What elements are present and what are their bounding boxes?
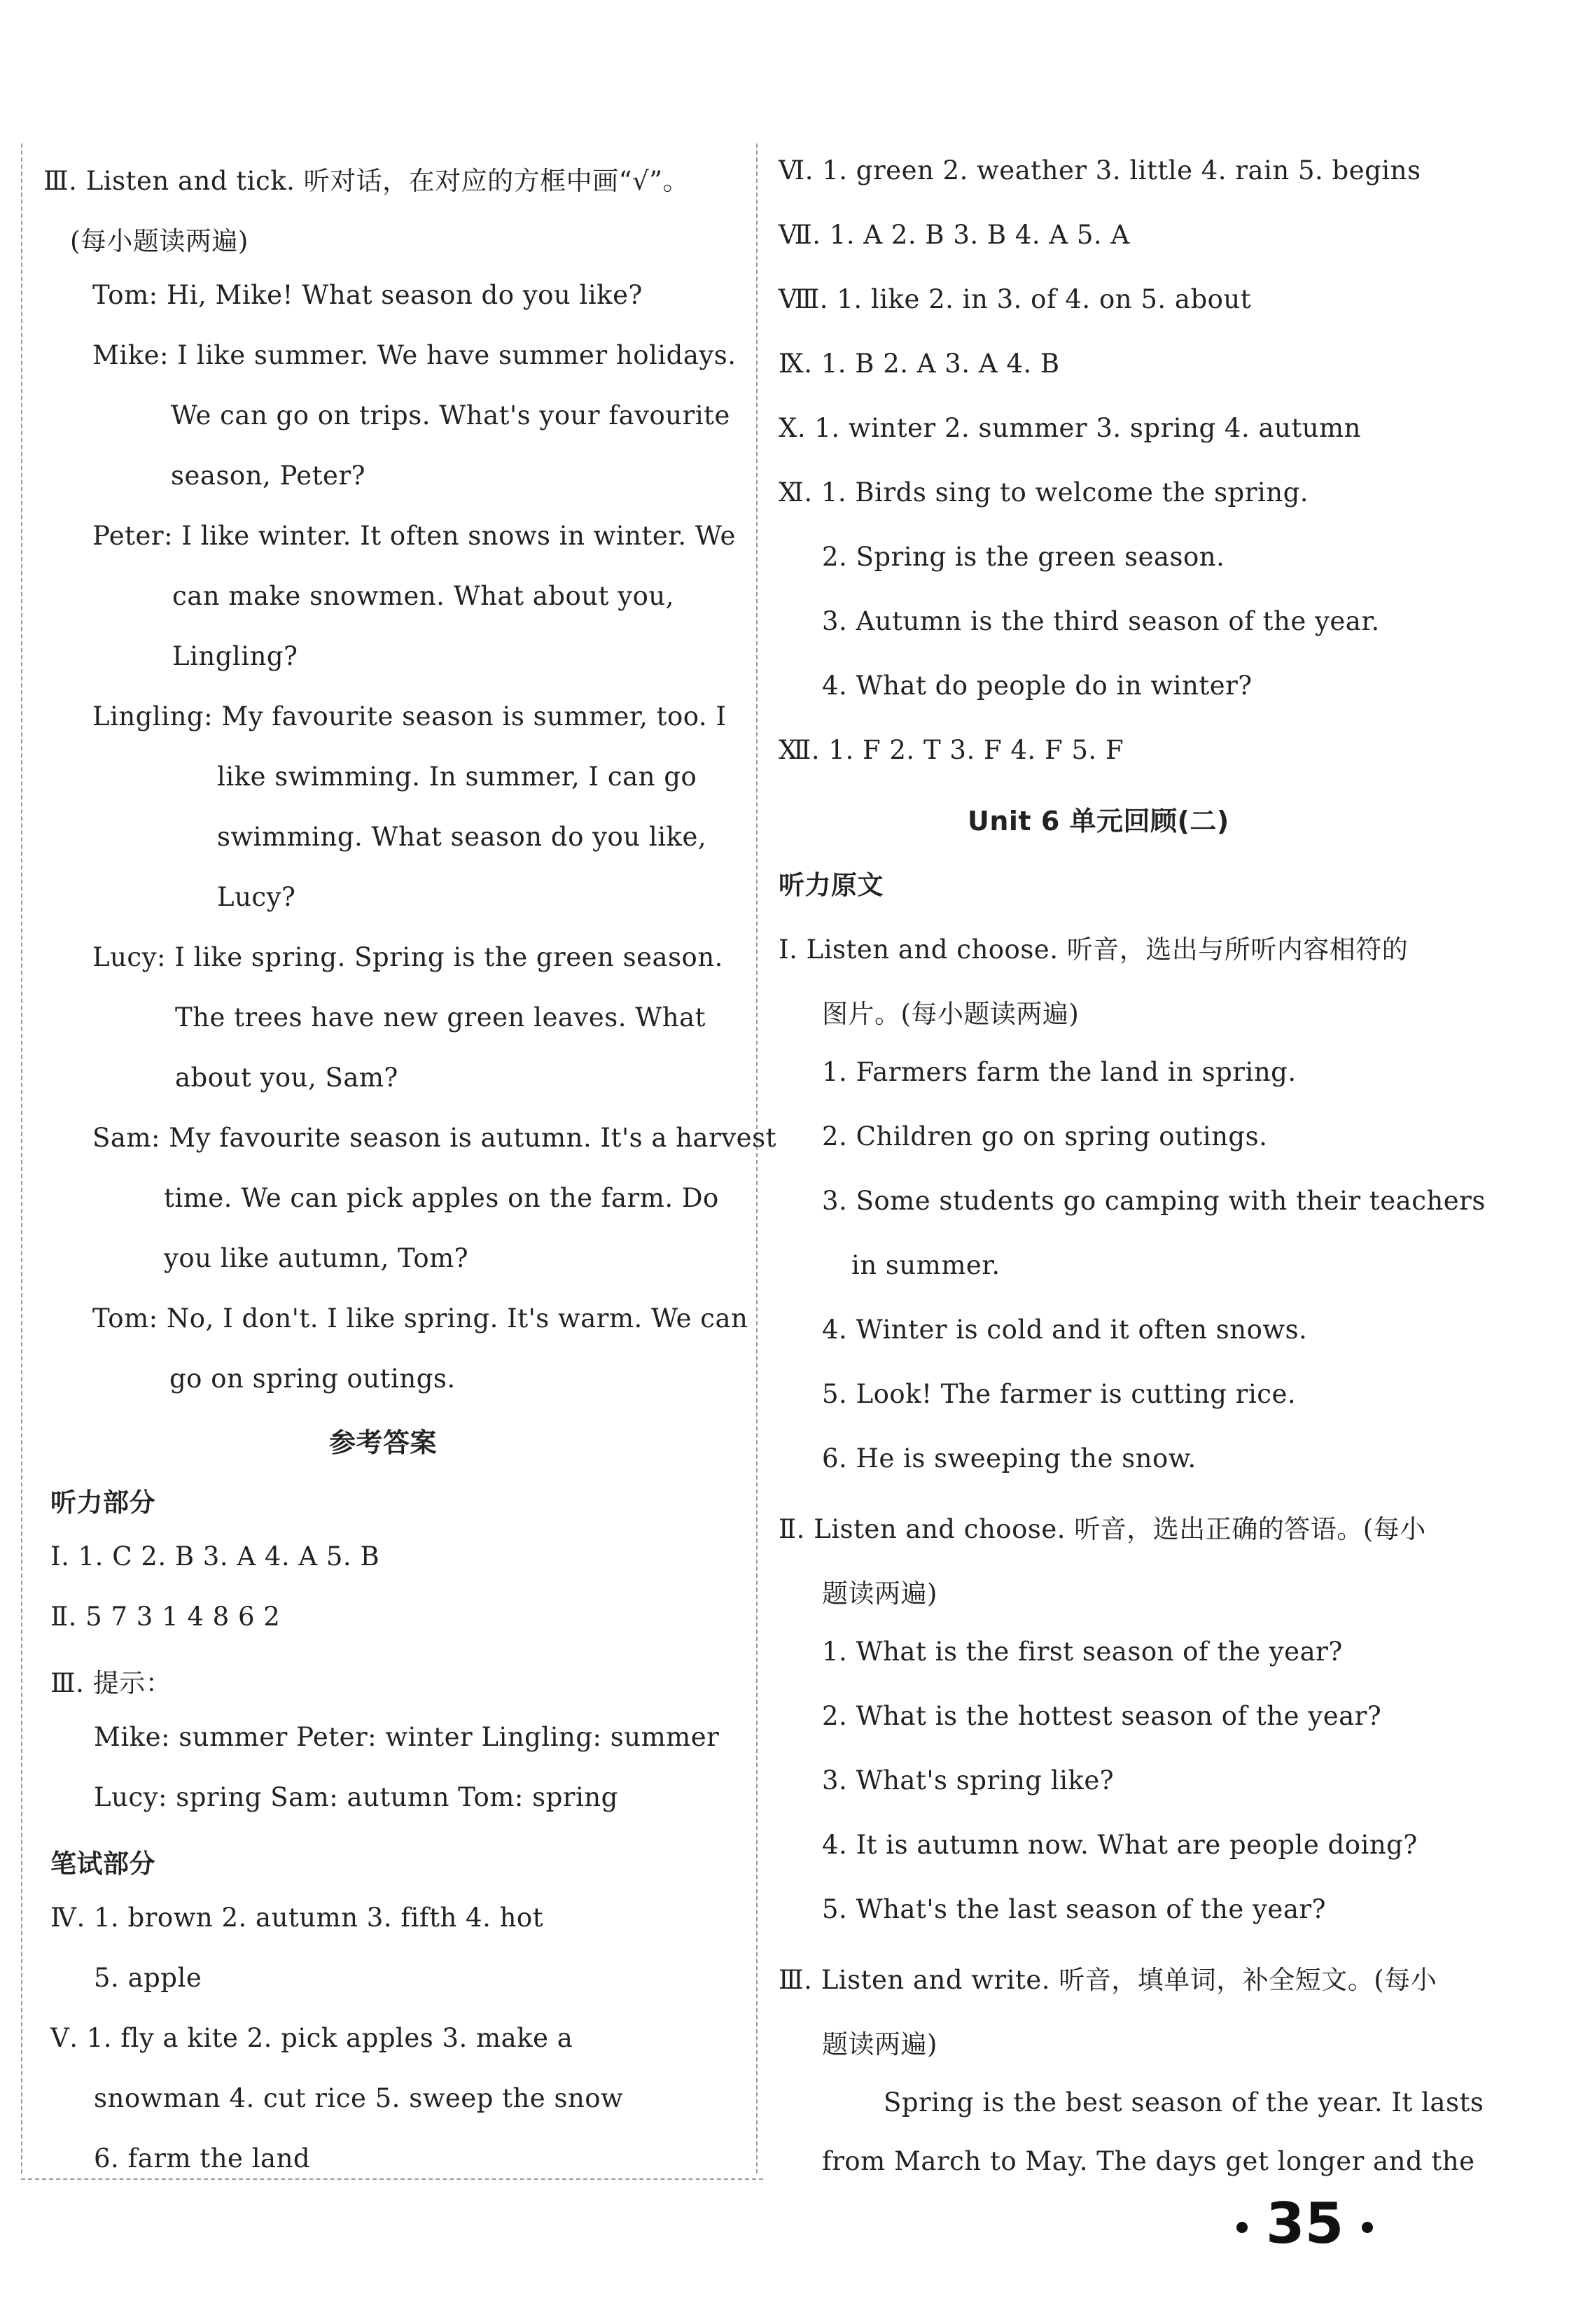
section-heading: Ⅰ. Listen and choose. 听音，选出与所听内容相符的 — [779, 934, 1409, 965]
answer-line: Ⅶ. 1. A 2. B 3. B 4. A 5. A — [779, 220, 1130, 250]
script-line: 2. What is the hottest season of the year? — [822, 1701, 1382, 1731]
dialogue-line: Lucy: I like spring. Spring is the green season. — [92, 942, 723, 972]
section-note: 题读两遍) — [822, 2029, 937, 2059]
answer-line: Ⅴ. 1. fly a kite 2. pick apples 3. make a — [50, 2023, 573, 2053]
dialogue-line: Tom: No, I don't. I like spring. It's warm. We can — [92, 1303, 748, 1334]
dialogue-line: Tom: Hi, Mike! What season do you like? — [92, 280, 643, 310]
script-line: 4. It is autumn now. What are people doing? — [822, 1830, 1418, 1860]
script-line: 1. Farmers farm the land in spring. — [822, 1057, 1297, 1087]
script-line: 6. He is sweeping the snow. — [822, 1443, 1197, 1474]
section-heading: Ⅲ. Listen and write. 听音，填单词，补全短文。(每小 — [779, 1965, 1437, 1995]
script-line: 2. Children go on spring outings. — [822, 1121, 1268, 1152]
dialogue-line: you like autumn, Tom? — [164, 1243, 469, 1273]
dialogue-line: can make snowmen. What about you, — [172, 581, 674, 611]
left-margin-divider — [21, 144, 22, 2174]
answer-line: Ⅰ. 1. C 2. B 3. A 4. A 5. B — [50, 1541, 380, 1572]
dialogue-line: Mike: I like summer. We have summer holidays. — [92, 340, 737, 370]
answer-line: 5. apple — [94, 1963, 202, 1993]
dialogue-line: We can go on trips. What's your favourite — [171, 400, 730, 430]
script-line: 3. Some students go camping with their teachers — [822, 1186, 1486, 1216]
dialogue-line: go on spring outings. — [169, 1364, 456, 1394]
answer-line: 6. farm the land — [94, 2143, 311, 2174]
column-divider — [756, 144, 758, 2174]
passage-line: Spring is the best season of the year. It lasts — [884, 2087, 1484, 2118]
passage-line: from March to May. The days get longer and the — [822, 2146, 1475, 2176]
dialogue-line: about you, Sam? — [175, 1063, 398, 1093]
dialogue-line: like swimming. In summer, I can go — [217, 762, 697, 792]
written-part-heading: 笔试部分 — [50, 1849, 155, 1879]
dialogue-line: Peter: I like winter. It often snows in winter. We — [92, 521, 736, 551]
dialogue-line: Lingling? — [172, 641, 298, 671]
dialogue-line: Lucy? — [217, 882, 296, 912]
bullet-dot-icon — [1362, 2222, 1373, 2233]
script-line: 3. What's spring like? — [822, 1765, 1115, 1795]
answer-line: Ⅳ. 1. brown 2. autumn 3. fifth 4. hot — [50, 1903, 544, 1933]
page-number-value: 35 — [1266, 2191, 1344, 2256]
bullet-dot-icon — [1236, 2222, 1248, 2233]
answer-line: 3. Autumn is the third season of the year. — [822, 606, 1380, 636]
bottom-rule — [21, 2178, 763, 2180]
answer-line: 4. What do people do in winter? — [822, 671, 1253, 701]
answer-line: 2. Spring is the green season. — [822, 542, 1225, 572]
answer-line: Ⅹ. 1. winter 2. summer 3. spring 4. autumn — [779, 413, 1361, 443]
section-note: 题读两遍) — [822, 1578, 937, 1609]
answer-key-title: 参考答案 — [329, 1427, 438, 1458]
answer-line: Ⅺ. 1. Birds sing to welcome the spring. — [779, 477, 1309, 507]
dialogue-line: The trees have new green leaves. What — [175, 1002, 706, 1032]
listening-script-heading: 听力原文 — [779, 870, 884, 900]
answer-line: Mike: summer Peter: winter Lingling: summer — [94, 1722, 720, 1752]
script-line: 5. Look! The farmer is cutting rice. — [822, 1379, 1297, 1409]
answer-line: Ⅱ. 5 7 3 1 4 8 6 2 — [50, 1602, 281, 1632]
answer-line: Ⅵ. 1. green 2. weather 3. little 4. rain 5. begins — [779, 155, 1421, 186]
script-line: 4. Winter is cold and it often snows. — [822, 1315, 1308, 1345]
section-note: 图片。(每小题读两遍) — [822, 999, 1080, 1029]
dialogue-line: time. We can pick apples on the farm. Do — [164, 1183, 719, 1213]
unit-title: Unit 6 单元回顾(二) — [968, 806, 1229, 836]
answer-line: Ⅷ. 1. like 2. in 3. of 4. on 5. about — [779, 284, 1252, 314]
answer-line: Lucy: spring Sam: autumn Tom: spring — [94, 1782, 618, 1812]
answer-line: Ⅻ. 1. F 2. T 3. F 4. F 5. F — [779, 735, 1124, 765]
listening-part-heading: 听力部分 — [50, 1488, 155, 1518]
dialogue-line: Sam: My favourite season is autumn. It's a harvest — [92, 1123, 776, 1153]
script-line: 5. What's the last season of the year? — [822, 1894, 1326, 1924]
page-number — [1218, 2191, 1391, 2256]
section-3-heading: Ⅲ. Listen and tick. 听对话，在对应的方框中画“√”。 — [43, 166, 690, 196]
answer-line: Ⅸ. 1. B 2. A 3. A 4. B — [779, 349, 1060, 379]
answer-line: Ⅲ. 提示： — [50, 1668, 172, 1698]
script-line: 1. What is the first season of the year? — [822, 1637, 1343, 1667]
section-3-note: (每小题读两遍) — [70, 226, 249, 256]
section-heading: Ⅱ. Listen and choose. 听音，选出正确的答语。(每小 — [779, 1514, 1426, 1544]
dialogue-line: Lingling: My favourite season is summer, too. I — [92, 701, 727, 732]
dialogue-line: swimming. What season do you like, — [217, 822, 707, 852]
dialogue-line: season, Peter? — [171, 461, 365, 491]
script-line: in summer. — [851, 1250, 1000, 1280]
answer-line: snowman 4. cut rice 5. sweep the snow — [94, 2083, 624, 2113]
